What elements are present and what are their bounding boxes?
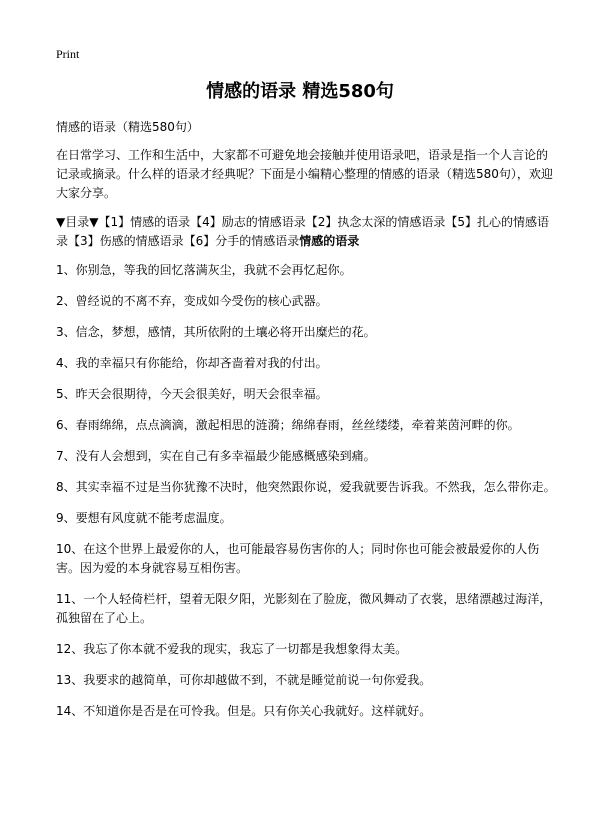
toc-links[interactable]: ▼目录▼【1】情感的语录【4】励志的情感语录【2】执念太深的情感语录【5】扎心的情感语录【3】伤感的情感语录【6】分手的情感语录	[56, 215, 549, 248]
quote-entry: 3、信念，梦想，感情，其所依附的土壤必将开出糜烂的花。	[56, 325, 376, 339]
document-title: 情感的语录 精选580句	[206, 81, 394, 102]
quote-entry: 11、一个人轻倚栏杆，望着无限夕阳，光影刻在了脸庞，微风舞动了衣裳，思绪漂越过海洋，孤独留在了心上。	[56, 592, 552, 625]
quote-entry: 1、你别急，等我的回忆落满灰尘，我就不会再忆起你。	[56, 263, 352, 277]
quote-entry: 14、不知道你是否是在可怜我。但是。只有你关心我就好。这样就好。	[56, 704, 432, 718]
quote-entry: 6、春雨绵绵，点点滴滴，激起相思的涟漪；绵绵春雨，丝丝缕缕，牵着莱茵河畔的你。	[56, 418, 520, 432]
print-label[interactable]: Print	[56, 47, 80, 61]
toc-section-heading: 情感的语录	[299, 234, 360, 248]
quote-entry: 12、我忘了你本就不爱我的现实，我忘了一切都是我想象得太美。	[56, 642, 408, 656]
subtitle: 情感的语录（精选580句）	[56, 120, 199, 134]
quote-entry: 10、在这个世界上最爱你的人，也可能最容易伤害你的人；同时你也可能会被最爱你的人伤害。因为爱的本身就容易互相伤害。	[56, 542, 540, 575]
quote-entry: 13、我要求的越简单，可你却越做不到，不就是睡觉前说一句你爱我。	[56, 673, 432, 687]
table-of-contents	[56, 213, 556, 251]
intro-paragraph: 在日常学习、工作和生活中，大家都不可避免地会接触并使用语录吧，语录是指一个人言论的记录或摘录。什么样的语录才经典呢？下面是小编精心整理的情感的语录（精选580句），欢迎大家分享。	[56, 148, 553, 200]
quote-entry: 9、要想有风度就不能考虑温度。	[56, 511, 232, 525]
document-body	[56, 118, 556, 733]
quote-entry: 4、我的幸福只有你能给，你却吝啬着对我的付出。	[56, 356, 328, 370]
quote-entry: 5、昨天会很期待，今天会很美好，明天会很幸福。	[56, 387, 328, 401]
quote-entry: 8、其实幸福不过是当你犹豫不决时，他突然跟你说，爱我就要告诉我。不然我，怎么带你走。	[56, 480, 556, 494]
quote-entry: 7、没有人会想到，实在自己有多幸福最少能感概感染到痛。	[56, 449, 376, 463]
quote-entry: 2、曾经说的不离不弃，变成如今受伤的核心武器。	[56, 294, 328, 308]
